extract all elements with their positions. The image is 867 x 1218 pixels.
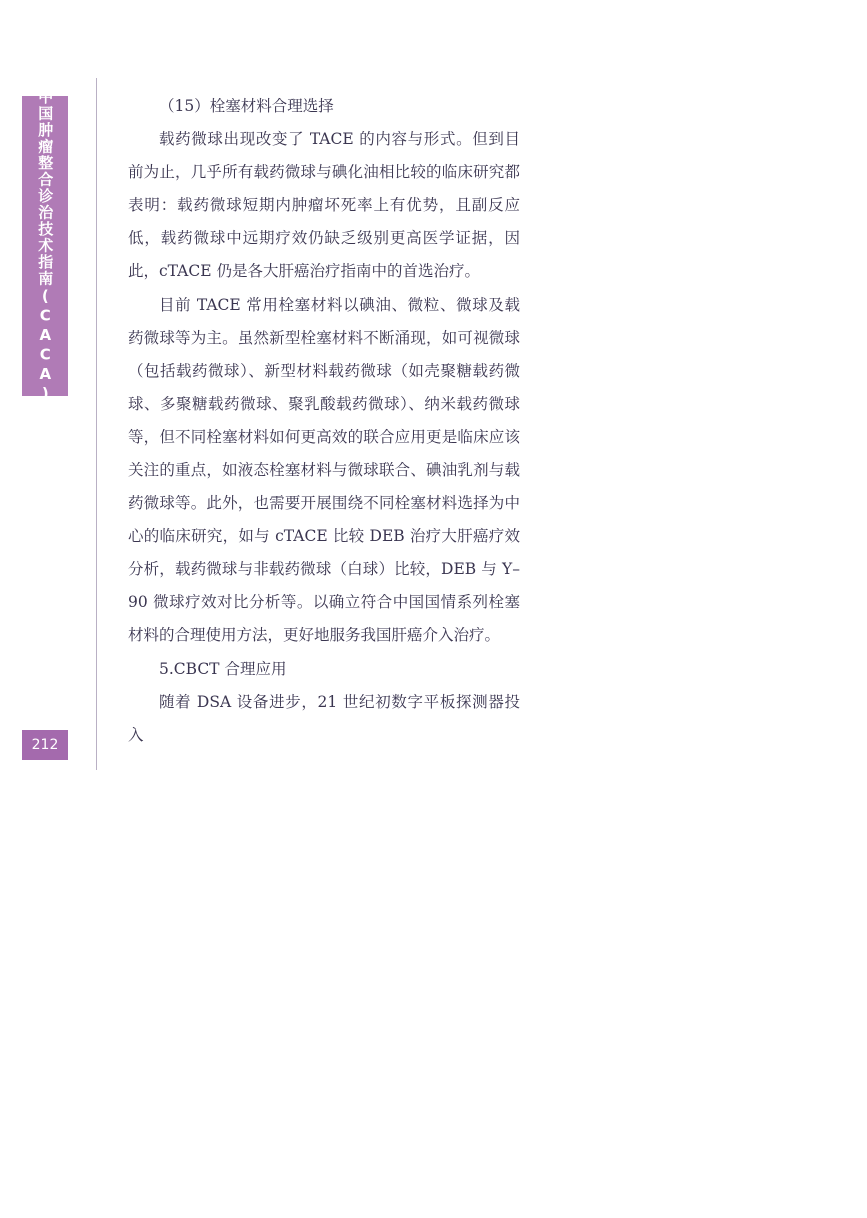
section-heading-5: 5.CBCT 合理应用 — [159, 660, 287, 678]
page-number-badge — [22, 730, 68, 760]
body-paragraph-1: 载药微球出现改变了 TACE 的内容与形式。但到目前为止，几乎所有载药微球与碘化油相比较的临床研究都表明：载药微球短期内肿瘤坏死率上有优势，且副反应低，载药微球中远期疗效仍缺乏级别更高医学证据，因此，cTACE 仍是各大肝癌治疗指南中的首选治疗。 — [128, 130, 520, 280]
body-text-column — [128, 90, 520, 753]
body-paragraph-2: 目前 TACE 常用栓塞材料以碘油、微粒、微球及载药微球等为主。虽然新型栓塞材料不断涌现，如可视微球（包括载药微球）、新型材料载药微球（如壳聚糖载药微球、多聚糖载药微球、聚乳酸载药微球）、纳米载药微球等，但不同栓塞材料如何更高效的联合应用更是临床应该关注的重点，如液态栓塞材料与微球联合、碘油乳剂与载药微球等。此外，也需要开展围绕不同栓塞材料选择为中心的临床研究，如与 cTACE 比较 DEB 治疗大肝癌疗效分析，载药微球与非载药微球（白球）比较，DEB 与 Y–90 微球疗效对比分析等。以确立符合中国国情系列栓塞材料的合理使用方法，更好地服务我国肝癌介入治疗。 — [128, 296, 520, 644]
book-title-text: 中国肿瘤整合诊治技术指南(CACA) — [36, 88, 55, 404]
body-paragraph-3: 随着 DSA 设备进步，21 世纪初数字平板探测器投入 — [128, 693, 520, 744]
column-divider — [96, 78, 97, 770]
book-title-tab — [22, 88, 68, 404]
page-number-text: 212 — [31, 737, 59, 753]
section-heading-15: （15）栓塞材料合理选择 — [159, 97, 334, 115]
